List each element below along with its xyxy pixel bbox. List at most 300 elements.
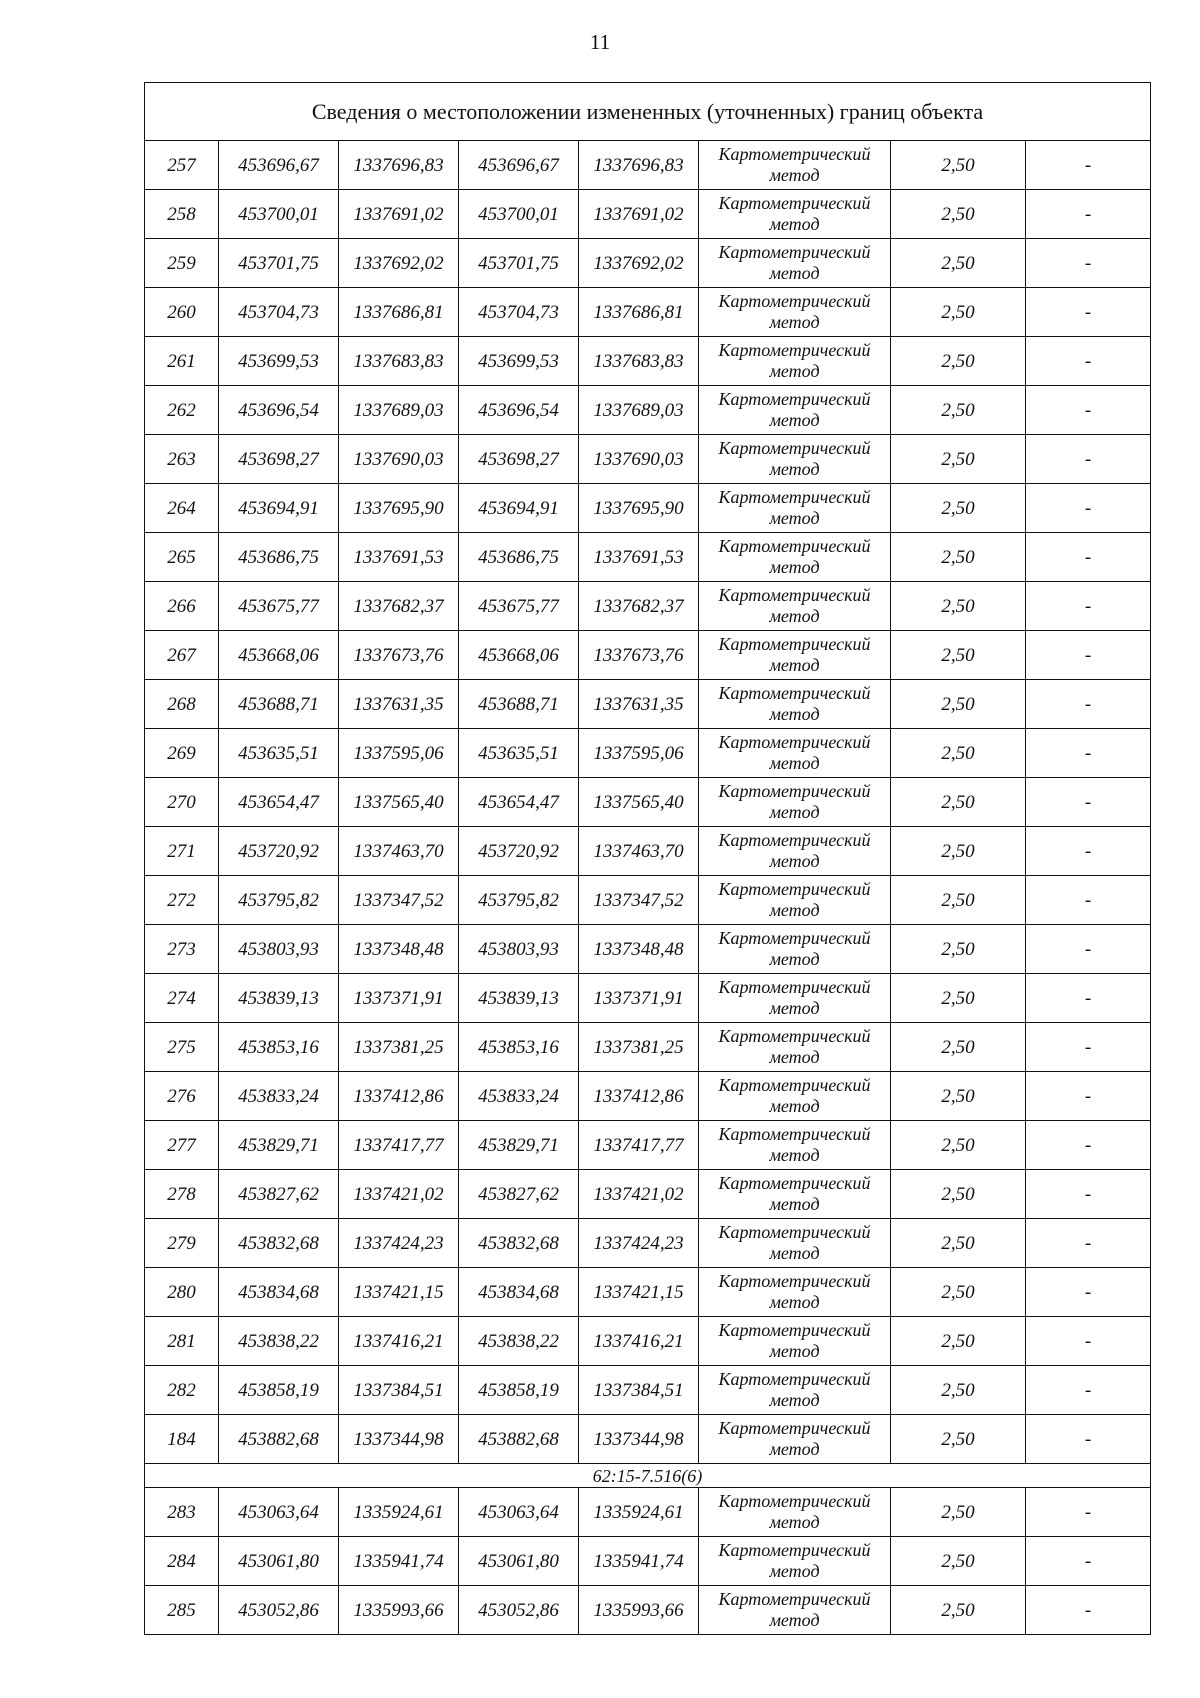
description-cell: - — [1026, 484, 1151, 533]
method-line-2: метод — [769, 1145, 820, 1165]
point-number-cell: 261 — [145, 337, 219, 386]
table-row — [145, 827, 1151, 876]
y-existing-cell: 1337463,70 — [339, 827, 459, 876]
method-line-2: метод — [769, 1390, 820, 1410]
x-existing-cell: 453688,71 — [219, 680, 339, 729]
y-new-cell: 1337347,52 — [579, 876, 699, 925]
y-existing-cell: 1337691,02 — [339, 190, 459, 239]
method-cell — [699, 435, 891, 484]
method-line-1: Картометрический — [718, 1173, 871, 1193]
section-row — [145, 1464, 1151, 1488]
accuracy-cell: 2,50 — [891, 876, 1026, 925]
accuracy-cell: 2,50 — [891, 925, 1026, 974]
y-new-cell: 1337682,37 — [579, 582, 699, 631]
method-cell — [699, 337, 891, 386]
accuracy-cell: 2,50 — [891, 1072, 1026, 1121]
x-new-cell: 453700,01 — [459, 190, 579, 239]
method-line-1: Картометрический — [718, 879, 871, 899]
x-existing-cell: 453668,06 — [219, 631, 339, 680]
point-number-cell: 259 — [145, 239, 219, 288]
method-line-2: метод — [769, 459, 820, 479]
y-new-cell: 1337463,70 — [579, 827, 699, 876]
x-existing-cell: 453700,01 — [219, 190, 339, 239]
x-new-cell: 453853,16 — [459, 1023, 579, 1072]
boundary-coordinates-table — [144, 82, 1151, 1635]
method-cell — [699, 1121, 891, 1170]
y-new-cell: 1337631,35 — [579, 680, 699, 729]
x-existing-cell: 453694,91 — [219, 484, 339, 533]
method-cell — [699, 925, 891, 974]
accuracy-cell: 2,50 — [891, 778, 1026, 827]
method-line-1: Картометрический — [718, 634, 871, 654]
method-line-1: Картометрический — [718, 1124, 871, 1144]
y-existing-cell: 1335941,74 — [339, 1537, 459, 1586]
y-existing-cell: 1337673,76 — [339, 631, 459, 680]
accuracy-cell: 2,50 — [891, 1586, 1026, 1635]
point-number-cell: 270 — [145, 778, 219, 827]
accuracy-cell: 2,50 — [891, 386, 1026, 435]
y-new-cell: 1337417,77 — [579, 1121, 699, 1170]
method-line-2: метод — [769, 802, 820, 822]
table-row — [145, 1072, 1151, 1121]
method-line-2: метод — [769, 949, 820, 969]
y-new-cell: 1337412,86 — [579, 1072, 699, 1121]
y-new-cell: 1337673,76 — [579, 631, 699, 680]
method-line-1: Картометрический — [718, 1589, 871, 1609]
x-existing-cell: 453832,68 — [219, 1219, 339, 1268]
description-cell: - — [1026, 582, 1151, 631]
accuracy-cell: 2,50 — [891, 1023, 1026, 1072]
method-cell — [699, 974, 891, 1023]
accuracy-cell: 2,50 — [891, 1488, 1026, 1537]
accuracy-cell: 2,50 — [891, 239, 1026, 288]
x-new-cell: 453832,68 — [459, 1219, 579, 1268]
y-new-cell: 1335993,66 — [579, 1586, 699, 1635]
x-existing-cell: 453061,80 — [219, 1537, 339, 1586]
description-cell: - — [1026, 876, 1151, 925]
point-number-cell: 267 — [145, 631, 219, 680]
method-line-1: Картометрический — [718, 928, 871, 948]
method-line-1: Картометрический — [718, 389, 871, 409]
description-cell: - — [1026, 1537, 1151, 1586]
description-cell: - — [1026, 288, 1151, 337]
method-line-2: метод — [769, 1096, 820, 1116]
method-line-1: Картометрический — [718, 585, 871, 605]
description-cell: - — [1026, 533, 1151, 582]
method-line-1: Картометрический — [718, 1369, 871, 1389]
y-existing-cell: 1337692,02 — [339, 239, 459, 288]
description-cell: - — [1026, 827, 1151, 876]
x-existing-cell: 453858,19 — [219, 1366, 339, 1415]
method-line-2: метод — [769, 1194, 820, 1214]
description-cell: - — [1026, 435, 1151, 484]
description-cell: - — [1026, 1415, 1151, 1464]
point-number-cell: 272 — [145, 876, 219, 925]
table-row — [145, 1415, 1151, 1464]
y-existing-cell: 1337595,06 — [339, 729, 459, 778]
x-existing-cell: 453699,53 — [219, 337, 339, 386]
table-row — [145, 1586, 1151, 1635]
point-number-cell: 284 — [145, 1537, 219, 1586]
method-line-1: Картометрический — [718, 732, 871, 752]
method-cell — [699, 533, 891, 582]
x-existing-cell: 453827,62 — [219, 1170, 339, 1219]
method-line-2: метод — [769, 1341, 820, 1361]
y-existing-cell: 1337565,40 — [339, 778, 459, 827]
description-cell: - — [1026, 1366, 1151, 1415]
method-cell — [699, 484, 891, 533]
y-existing-cell: 1337686,81 — [339, 288, 459, 337]
accuracy-cell: 2,50 — [891, 190, 1026, 239]
x-new-cell: 453635,51 — [459, 729, 579, 778]
table-row — [145, 876, 1151, 925]
accuracy-cell: 2,50 — [891, 1268, 1026, 1317]
y-existing-cell: 1337682,37 — [339, 582, 459, 631]
point-number-cell: 283 — [145, 1488, 219, 1537]
accuracy-cell: 2,50 — [891, 680, 1026, 729]
x-existing-cell: 453698,27 — [219, 435, 339, 484]
description-cell: - — [1026, 1121, 1151, 1170]
method-cell — [699, 827, 891, 876]
method-line-1: Картометрический — [718, 1540, 871, 1560]
table-title: Сведения о местоположении измененных (уточненных) границ объекта — [145, 83, 1151, 141]
method-line-2: метод — [769, 655, 820, 675]
method-line-1: Картометрический — [718, 1320, 871, 1340]
table-row — [145, 190, 1151, 239]
point-number-cell: 257 — [145, 141, 219, 190]
x-new-cell: 453838,22 — [459, 1317, 579, 1366]
accuracy-cell: 2,50 — [891, 1415, 1026, 1464]
x-existing-cell: 453654,47 — [219, 778, 339, 827]
method-line-2: метод — [769, 1292, 820, 1312]
table-row — [145, 1219, 1151, 1268]
description-cell: - — [1026, 1170, 1151, 1219]
table-row — [145, 1268, 1151, 1317]
description-cell: - — [1026, 778, 1151, 827]
x-new-cell: 453829,71 — [459, 1121, 579, 1170]
method-line-1: Картометрический — [718, 438, 871, 458]
description-cell: - — [1026, 141, 1151, 190]
x-new-cell: 453688,71 — [459, 680, 579, 729]
y-new-cell: 1337424,23 — [579, 1219, 699, 1268]
y-existing-cell: 1337371,91 — [339, 974, 459, 1023]
accuracy-cell: 2,50 — [891, 1317, 1026, 1366]
y-existing-cell: 1337417,77 — [339, 1121, 459, 1170]
y-new-cell: 1337416,21 — [579, 1317, 699, 1366]
description-cell: - — [1026, 925, 1151, 974]
method-line-2: метод — [769, 753, 820, 773]
x-new-cell: 453052,86 — [459, 1586, 579, 1635]
point-number-cell: 273 — [145, 925, 219, 974]
y-existing-cell: 1337381,25 — [339, 1023, 459, 1072]
y-existing-cell: 1337421,02 — [339, 1170, 459, 1219]
x-existing-cell: 453635,51 — [219, 729, 339, 778]
x-existing-cell: 453833,24 — [219, 1072, 339, 1121]
x-new-cell: 453696,67 — [459, 141, 579, 190]
y-existing-cell: 1337689,03 — [339, 386, 459, 435]
method-line-1: Картометрический — [718, 340, 871, 360]
y-new-cell: 1337344,98 — [579, 1415, 699, 1464]
description-cell: - — [1026, 974, 1151, 1023]
method-cell — [699, 631, 891, 680]
method-cell — [699, 1268, 891, 1317]
table-row — [145, 337, 1151, 386]
y-existing-cell: 1337690,03 — [339, 435, 459, 484]
x-new-cell: 453699,53 — [459, 337, 579, 386]
y-existing-cell: 1337683,83 — [339, 337, 459, 386]
y-existing-cell: 1337384,51 — [339, 1366, 459, 1415]
point-number-cell: 285 — [145, 1586, 219, 1635]
accuracy-cell: 2,50 — [891, 729, 1026, 778]
y-new-cell: 1337381,25 — [579, 1023, 699, 1072]
method-line-1: Картометрический — [718, 830, 871, 850]
description-cell: - — [1026, 337, 1151, 386]
table-row — [145, 1317, 1151, 1366]
method-line-1: Картометрический — [718, 1418, 871, 1438]
method-line-2: метод — [769, 312, 820, 332]
description-cell: - — [1026, 1586, 1151, 1635]
x-new-cell: 453839,13 — [459, 974, 579, 1023]
x-new-cell: 453675,77 — [459, 582, 579, 631]
table-row — [145, 925, 1151, 974]
x-existing-cell: 453838,22 — [219, 1317, 339, 1366]
table-row — [145, 435, 1151, 484]
method-cell — [699, 1537, 891, 1586]
method-line-1: Картометрический — [718, 242, 871, 262]
table-row — [145, 386, 1151, 435]
x-existing-cell: 453063,64 — [219, 1488, 339, 1537]
method-cell — [699, 1170, 891, 1219]
method-cell — [699, 778, 891, 827]
y-new-cell: 1337691,53 — [579, 533, 699, 582]
accuracy-cell: 2,50 — [891, 631, 1026, 680]
method-cell — [699, 1023, 891, 1072]
x-existing-cell: 453803,93 — [219, 925, 339, 974]
point-number-cell: 258 — [145, 190, 219, 239]
accuracy-cell: 2,50 — [891, 1219, 1026, 1268]
x-existing-cell: 453839,13 — [219, 974, 339, 1023]
point-number-cell: 277 — [145, 1121, 219, 1170]
method-cell — [699, 1415, 891, 1464]
method-cell — [699, 1366, 891, 1415]
x-new-cell: 453858,19 — [459, 1366, 579, 1415]
y-new-cell: 1337691,02 — [579, 190, 699, 239]
method-line-2: метод — [769, 1047, 820, 1067]
point-number-cell: 268 — [145, 680, 219, 729]
description-cell: - — [1026, 1488, 1151, 1537]
x-new-cell: 453654,47 — [459, 778, 579, 827]
y-new-cell: 1337692,02 — [579, 239, 699, 288]
y-new-cell: 1337686,81 — [579, 288, 699, 337]
table-row — [145, 631, 1151, 680]
y-new-cell: 1337690,03 — [579, 435, 699, 484]
method-line-2: метод — [769, 263, 820, 283]
y-new-cell: 1337384,51 — [579, 1366, 699, 1415]
x-new-cell: 453696,54 — [459, 386, 579, 435]
table-row — [145, 1366, 1151, 1415]
accuracy-cell: 2,50 — [891, 1537, 1026, 1586]
method-cell — [699, 141, 891, 190]
y-new-cell: 1337689,03 — [579, 386, 699, 435]
table-row — [145, 1121, 1151, 1170]
point-number-cell: 263 — [145, 435, 219, 484]
point-number-cell: 271 — [145, 827, 219, 876]
point-number-cell: 184 — [145, 1415, 219, 1464]
description-cell: - — [1026, 631, 1151, 680]
method-cell — [699, 386, 891, 435]
method-line-2: метод — [769, 1561, 820, 1581]
point-number-cell: 276 — [145, 1072, 219, 1121]
x-new-cell: 453795,82 — [459, 876, 579, 925]
table-row — [145, 778, 1151, 827]
method-line-1: Картометрический — [718, 536, 871, 556]
table-row — [145, 141, 1151, 190]
method-line-1: Картометрический — [718, 144, 871, 164]
point-number-cell: 279 — [145, 1219, 219, 1268]
method-cell — [699, 876, 891, 925]
point-number-cell: 265 — [145, 533, 219, 582]
x-new-cell: 453882,68 — [459, 1415, 579, 1464]
y-existing-cell: 1337416,21 — [339, 1317, 459, 1366]
table-row — [145, 974, 1151, 1023]
method-cell — [699, 1219, 891, 1268]
point-number-cell: 281 — [145, 1317, 219, 1366]
method-line-1: Картометрический — [718, 487, 871, 507]
method-line-2: метод — [769, 851, 820, 871]
table-row — [145, 582, 1151, 631]
y-existing-cell: 1337412,86 — [339, 1072, 459, 1121]
y-new-cell: 1337696,83 — [579, 141, 699, 190]
description-cell: - — [1026, 239, 1151, 288]
description-cell: - — [1026, 1268, 1151, 1317]
y-new-cell: 1337371,91 — [579, 974, 699, 1023]
description-cell: - — [1026, 1317, 1151, 1366]
table-row — [145, 1023, 1151, 1072]
method-cell — [699, 288, 891, 337]
table-row — [145, 729, 1151, 778]
table-row — [145, 533, 1151, 582]
y-new-cell: 1337348,48 — [579, 925, 699, 974]
method-cell — [699, 1072, 891, 1121]
x-existing-cell: 453675,77 — [219, 582, 339, 631]
point-number-cell: 274 — [145, 974, 219, 1023]
x-existing-cell: 453829,71 — [219, 1121, 339, 1170]
y-existing-cell: 1337424,23 — [339, 1219, 459, 1268]
description-cell: - — [1026, 190, 1151, 239]
x-existing-cell: 453686,75 — [219, 533, 339, 582]
table-row — [145, 680, 1151, 729]
method-line-2: метод — [769, 1439, 820, 1459]
method-cell — [699, 1488, 891, 1537]
accuracy-cell: 2,50 — [891, 484, 1026, 533]
method-line-1: Картометрический — [718, 683, 871, 703]
description-cell: - — [1026, 386, 1151, 435]
method-cell — [699, 729, 891, 778]
table-row — [145, 1537, 1151, 1586]
method-line-2: метод — [769, 606, 820, 626]
table-row — [145, 288, 1151, 337]
accuracy-cell: 2,50 — [891, 533, 1026, 582]
point-number-cell: 264 — [145, 484, 219, 533]
y-new-cell: 1335941,74 — [579, 1537, 699, 1586]
y-new-cell: 1337421,02 — [579, 1170, 699, 1219]
description-cell: - — [1026, 680, 1151, 729]
method-line-2: метод — [769, 1512, 820, 1532]
y-new-cell: 1335924,61 — [579, 1488, 699, 1537]
description-cell: - — [1026, 729, 1151, 778]
y-existing-cell: 1337631,35 — [339, 680, 459, 729]
y-existing-cell: 1335924,61 — [339, 1488, 459, 1537]
method-cell — [699, 1586, 891, 1635]
method-line-1: Картометрический — [718, 193, 871, 213]
description-cell: - — [1026, 1219, 1151, 1268]
accuracy-cell: 2,50 — [891, 582, 1026, 631]
x-existing-cell: 453853,16 — [219, 1023, 339, 1072]
method-line-1: Картометрический — [718, 781, 871, 801]
section-label: 62:15-7.516(6) — [145, 1464, 1151, 1488]
point-number-cell: 282 — [145, 1366, 219, 1415]
table-row — [145, 484, 1151, 533]
point-number-cell: 275 — [145, 1023, 219, 1072]
method-cell — [699, 239, 891, 288]
point-number-cell: 262 — [145, 386, 219, 435]
x-new-cell: 453668,06 — [459, 631, 579, 680]
x-existing-cell: 453701,75 — [219, 239, 339, 288]
y-existing-cell: 1337695,90 — [339, 484, 459, 533]
y-new-cell: 1337695,90 — [579, 484, 699, 533]
accuracy-cell: 2,50 — [891, 1366, 1026, 1415]
method-cell — [699, 1317, 891, 1366]
method-cell — [699, 582, 891, 631]
table-row — [145, 239, 1151, 288]
y-existing-cell: 1337347,52 — [339, 876, 459, 925]
table-row — [145, 1488, 1151, 1537]
method-line-1: Картометрический — [718, 1075, 871, 1095]
y-existing-cell: 1335993,66 — [339, 1586, 459, 1635]
method-line-2: метод — [769, 214, 820, 234]
y-existing-cell: 1337344,98 — [339, 1415, 459, 1464]
page-number: 11 — [589, 30, 611, 54]
method-line-1: Картометрический — [718, 1222, 871, 1242]
x-existing-cell: 453720,92 — [219, 827, 339, 876]
method-line-2: метод — [769, 557, 820, 577]
x-existing-cell: 453795,82 — [219, 876, 339, 925]
y-new-cell: 1337421,15 — [579, 1268, 699, 1317]
x-existing-cell: 453696,67 — [219, 141, 339, 190]
method-cell — [699, 190, 891, 239]
accuracy-cell: 2,50 — [891, 288, 1026, 337]
point-number-cell: 269 — [145, 729, 219, 778]
point-number-cell: 260 — [145, 288, 219, 337]
x-new-cell: 453701,75 — [459, 239, 579, 288]
method-line-2: метод — [769, 704, 820, 724]
accuracy-cell: 2,50 — [891, 337, 1026, 386]
accuracy-cell: 2,50 — [891, 435, 1026, 484]
table-row — [145, 1170, 1151, 1219]
x-new-cell: 453694,91 — [459, 484, 579, 533]
y-existing-cell: 1337348,48 — [339, 925, 459, 974]
accuracy-cell: 2,50 — [891, 141, 1026, 190]
method-line-2: метод — [769, 410, 820, 430]
x-existing-cell: 453882,68 — [219, 1415, 339, 1464]
x-existing-cell: 453704,73 — [219, 288, 339, 337]
x-new-cell: 453686,75 — [459, 533, 579, 582]
description-cell: - — [1026, 1023, 1151, 1072]
method-line-2: метод — [769, 361, 820, 381]
y-new-cell: 1337595,06 — [579, 729, 699, 778]
x-new-cell: 453063,64 — [459, 1488, 579, 1537]
point-number-cell: 280 — [145, 1268, 219, 1317]
